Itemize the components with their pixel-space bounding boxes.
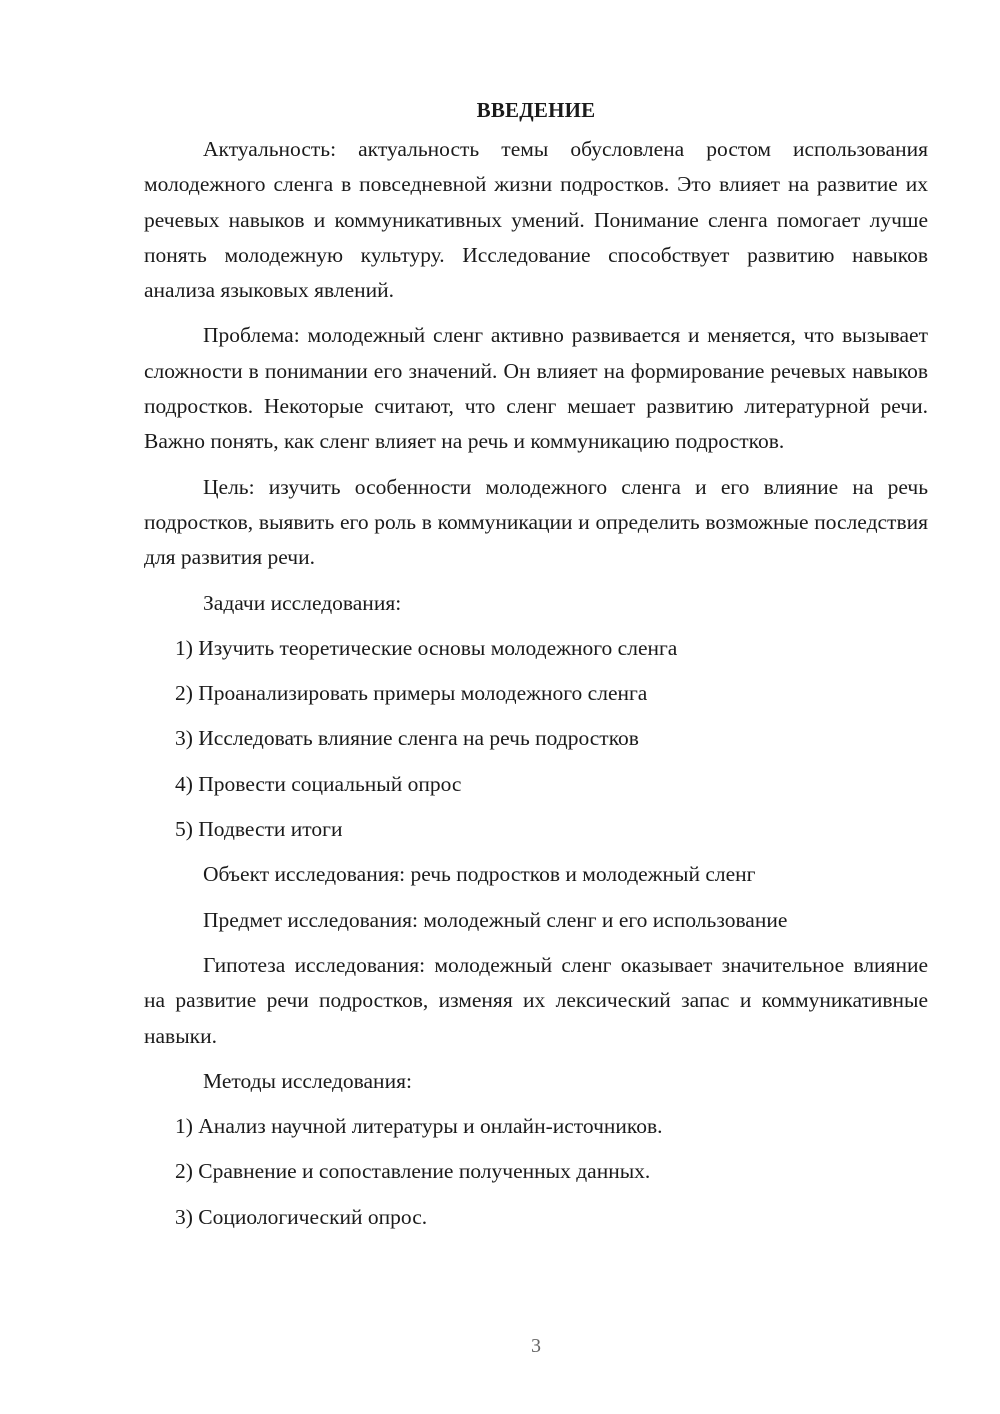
document-title: ВВЕДЕНИЕ: [476, 98, 596, 122]
method-item-1: 1) Анализ научной литературы и онлайн-источников.: [175, 1114, 663, 1139]
tasks-heading: Задачи исследования:: [203, 590, 402, 615]
method-item-3: 3) Социологический опрос.: [175, 1204, 428, 1229]
page-number: 3: [531, 1335, 541, 1357]
task-item-2: 2) Проанализировать примеры молодежного сленга: [175, 681, 648, 706]
relevance-paragraph: Актуальность: актуальность темы обусловлена ростом использования молодежного сленга в повседневной жизни подростков. Это влияет на развитие их речевых навыков и коммуникативных умений. Понимание сленга помогает лучше понять молодежную культуру. Исследование способствует развитию навыков анализа языковых явлений.: [144, 137, 928, 303]
task-item-4: 4) Провести социальный опрос: [175, 771, 462, 796]
task-item-5: 5) Подвести итоги: [175, 817, 343, 842]
goal-paragraph: Цель: изучить особенности молодежного сленга и его влияние на речь подростков, выявить его роль в коммуникации и определить возможные последствия для развития речи.: [144, 474, 928, 570]
hypothesis-paragraph: Гипотеза исследования: молодежный сленг оказывает значительное влияние на развитие речи подростков, изменяя их лексический запас и коммуникативные навыки.: [144, 952, 928, 1048]
task-item-1: 1) Изучить теоретические основы молодежного сленга: [175, 635, 678, 660]
method-item-2: 2) Сравнение и сопоставление полученных данных.: [175, 1159, 651, 1184]
methods-heading: Методы исследования:: [203, 1068, 412, 1093]
problem-paragraph: Проблема: молодежный сленг активно развивается и меняется, что вызывает сложности в понимании его значений. Он влияет на формирование речевых навыков подростков. Некоторые считают, что сленг мешает развитию литературной речи. Важно понять, как сленг влияет на речь и коммуникацию подростков.: [144, 323, 928, 454]
document-page: [144, 92, 928, 1245]
research-object: Объект исследования: речь подростков и молодежный сленг: [203, 862, 756, 887]
research-subject: Предмет исследования: молодежный сленг и его использование: [203, 907, 788, 932]
task-item-3: 3) Исследовать влияние сленга на речь подростков: [175, 726, 639, 751]
